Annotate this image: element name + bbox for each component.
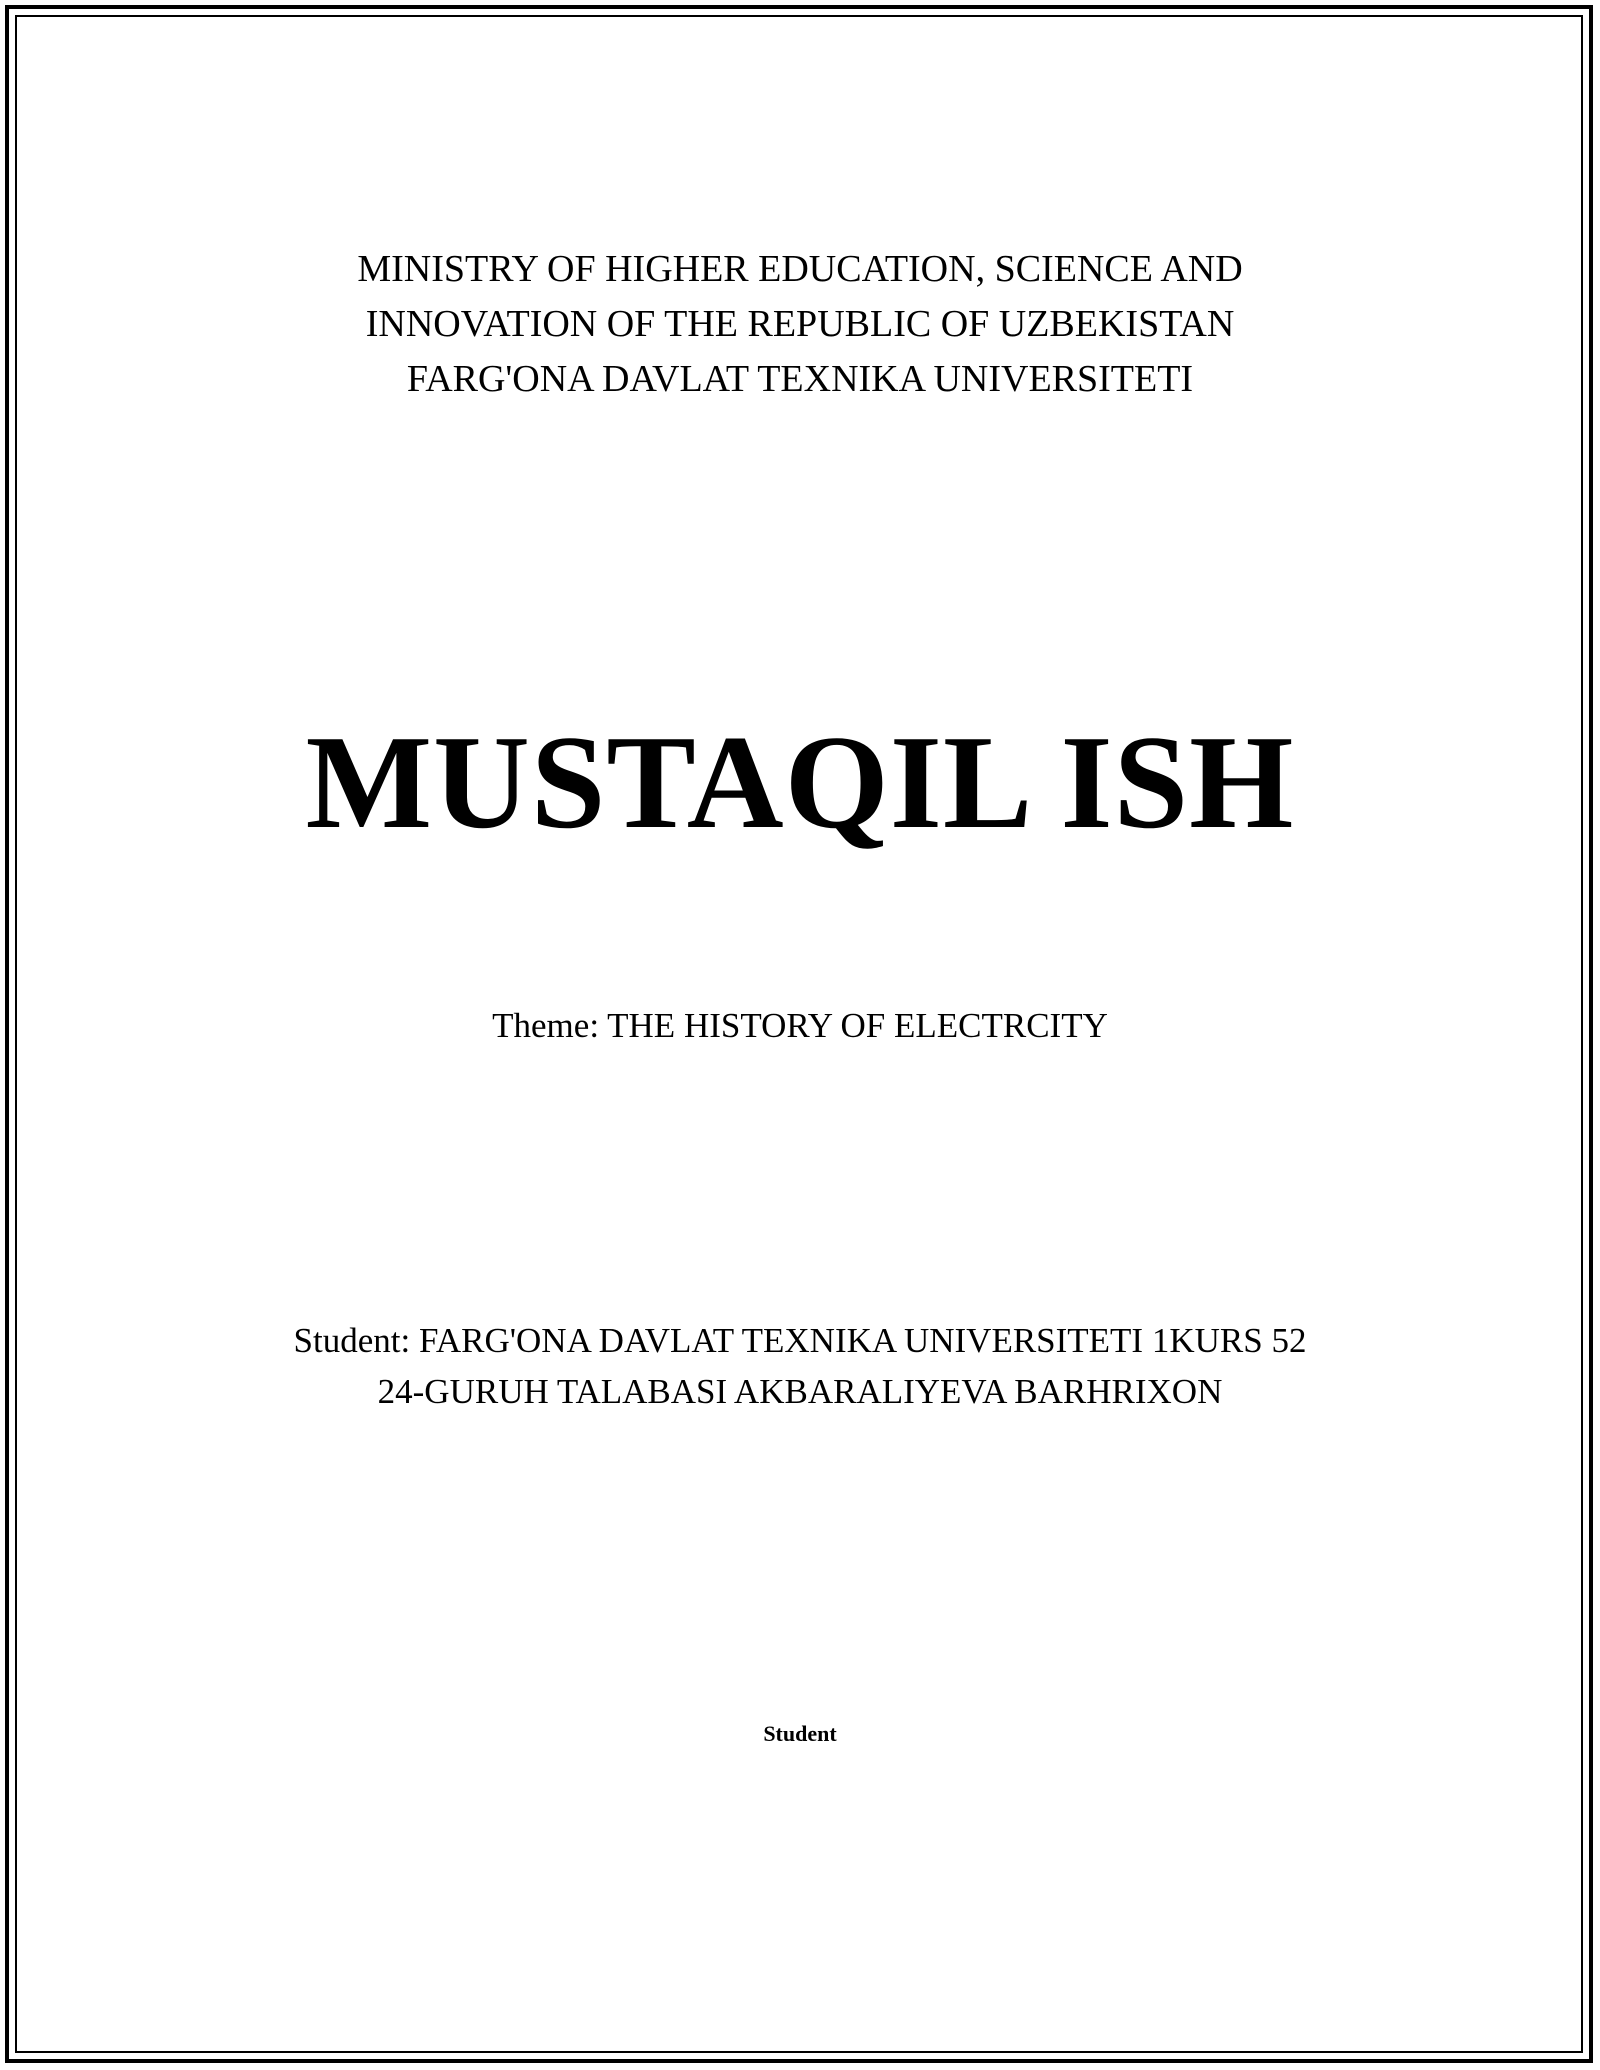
student-info-line-2: 24-GURUH TALABASI AKBARALIYEVA BARHRIXON: [377, 1372, 1223, 1411]
student-signature-label: Student: [763, 1721, 837, 1746]
university-line: FARG'ONA DAVLAT TEXNIKA UNIVERSITETI: [406, 358, 1194, 400]
student-info-line-1: Student: FARG'ONA DAVLAT TEXNIKA UNIVERSITETI 1KURS 52: [293, 1321, 1307, 1360]
theme-line: Theme: THE HISTORY OF ELECTRCITY: [492, 1006, 1108, 1045]
document-title: MUSTAQIL ISH: [305, 708, 1295, 856]
ministry-line-1: MINISTRY OF HIGHER EDUCATION, SCIENCE AND: [357, 248, 1243, 290]
ministry-line-2: INNOVATION OF THE REPUBLIC OF UZBEKISTAN: [365, 303, 1235, 345]
